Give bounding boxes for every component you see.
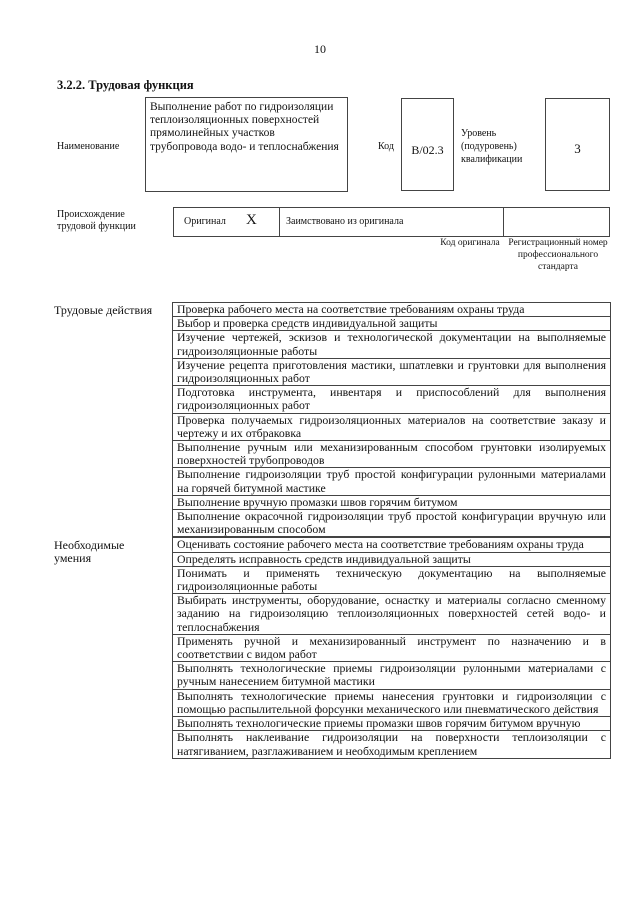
- skill-item: Выполнять технологические приемы промазки швов горячим битумом вручную: [172, 717, 611, 731]
- code-original-caption: Код оригинала: [440, 238, 500, 248]
- original-cell: [173, 207, 279, 237]
- qualification-level-label: Уровень (подуровень) квалификации: [461, 128, 523, 165]
- labor-actions-list: [172, 302, 611, 537]
- code-original-cell: [503, 207, 610, 237]
- origin-label: Происхождение трудовой функции: [57, 209, 136, 232]
- origin-table: [173, 207, 610, 237]
- original-text: Оригинал: [184, 216, 226, 227]
- function-table: [54, 302, 611, 759]
- function-code-box: B/02.3: [401, 98, 454, 191]
- skill-item: Оценивать состояние рабочего места на соответствие требованиям охраны труда: [172, 537, 611, 552]
- labor-action-item: Выполнение окрасочной гидроизоляции труб простой конфигурации вручную или механизированным способом: [172, 510, 611, 537]
- skill-item: Понимать и применять техническую документацию на выполняемые гидроизоляционные работы: [172, 567, 611, 594]
- required-skills-list: [172, 537, 611, 758]
- labor-actions-group: [54, 302, 611, 537]
- skill-item: Определять исправность средств индивидуальной защиты: [172, 553, 611, 567]
- labor-action-item: Изучение рецепта приготовления мастики, шпатлевки и грунтовки для выполнения гидроизоляционных работ: [172, 359, 611, 386]
- skill-item: Выбирать инструменты, оборудование, оснастку и материалы согласно сменному заданию на гидроизоляцию теплоизоляционных поверхностей сетей водо- и теплоснабжения: [172, 594, 611, 635]
- labor-actions-label: Трудовые действия: [54, 303, 153, 317]
- page-number: 10: [314, 42, 326, 56]
- borrowed-text: Заимствовано из оригинала: [286, 216, 404, 227]
- required-skills-group: [54, 537, 611, 758]
- labor-action-item: Выбор и проверка средств индивидуальной защиты: [172, 317, 611, 331]
- skill-item: Выполнять наклеивание гидроизоляции на поверхности теплоизоляции с натягиванием, разглаживанием и необходимым креплением: [172, 731, 611, 758]
- borrowed-cell: [279, 207, 503, 237]
- skill-item: Выполнять технологические приемы гидроизоляции рулонными материалами с ручным нанесением битумной мастики: [172, 662, 611, 689]
- qualification-level-box: 3: [545, 98, 610, 191]
- labor-action-item: Выполнение гидроизоляции труб простой конфигурации рулонными материалами на горячей битумной мастике: [172, 468, 611, 495]
- code-label: Код: [378, 141, 394, 152]
- labor-action-item: Выполнение вручную промазки швов горячим битумом: [172, 496, 611, 510]
- original-mark: X: [246, 212, 257, 228]
- required-skills-label: Необходимые умения: [54, 538, 125, 566]
- section-title: 3.2.2. Трудовая функция: [57, 78, 194, 92]
- labor-action-item: Изучение чертежей, эскизов и технологической документации на выполняемые гидроизоляционные работы: [172, 331, 611, 358]
- name-label: Наименование: [57, 141, 120, 152]
- function-name-box: Выполнение работ по гидроизоляции теплоизоляционных поверхностей прямолинейных участков трубопровода водо- и теплоснабжения: [145, 97, 348, 192]
- skill-item: Применять ручной и механизированный инструмент по назначению и в соответствии с видом работ: [172, 635, 611, 662]
- labor-action-item: Подготовка инструмента, инвентаря и приспособлений для выполнения гидроизоляционных работ: [172, 386, 611, 413]
- skill-item: Выполнять технологические приемы нанесения грунтовки и гидроизоляции с помощью распылительной форсунки механического или пневматического действия: [172, 690, 611, 717]
- reg-number-caption: Регистрационный номер профессионального стандарта: [508, 238, 608, 272]
- labor-action-item: Проверка рабочего места на соответствие требованиям охраны труда: [172, 302, 611, 317]
- labor-action-item: Выполнение ручным или механизированным способом грунтовки изолируемых поверхностей трубопроводов: [172, 441, 611, 468]
- labor-action-item: Проверка получаемых гидроизоляционных материалов на соответствие заказу и чертежу и их отбраковка: [172, 414, 611, 441]
